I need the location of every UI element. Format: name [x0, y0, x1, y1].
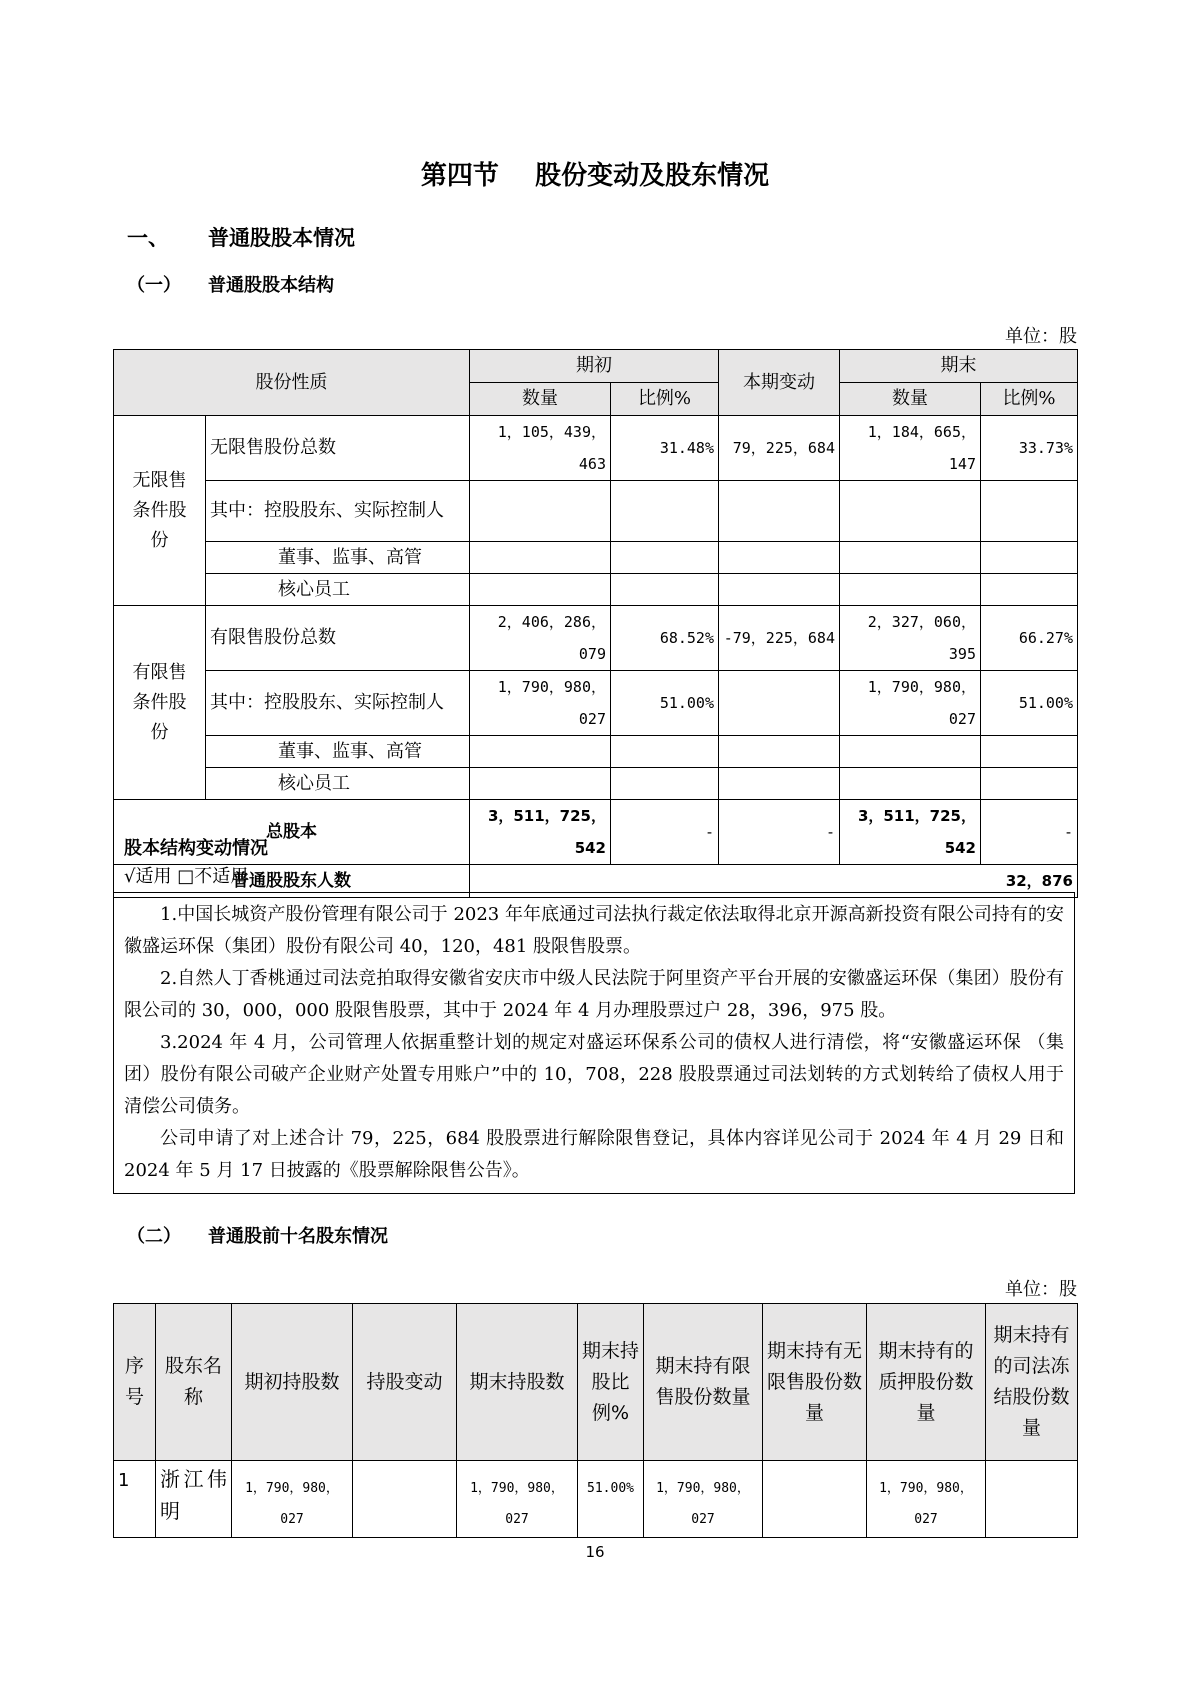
row-begin: 1，790，980，027 — [232, 1461, 353, 1538]
holders-value: 32，876 — [470, 865, 1078, 898]
heading-2 — [127, 271, 334, 297]
end-ratio — [981, 768, 1078, 800]
row-label: 其中：控股股东、实际控制人 — [206, 671, 470, 736]
th-begin: 期初持股数 — [232, 1304, 353, 1461]
table-row — [114, 416, 1078, 481]
th-pledged: 期末持有的质押股份数量 — [867, 1304, 986, 1461]
th-index: 序号 — [114, 1304, 156, 1461]
heading-3-text: 普通股前十名股东情况 — [208, 1226, 388, 1247]
end-qty: 1，790，980，027 — [840, 671, 981, 736]
share-structure-table — [113, 349, 1078, 898]
end-ratio — [981, 736, 1078, 768]
table-row — [114, 671, 1078, 736]
header-end-qty: 数量 — [840, 383, 981, 416]
row-frozen — [986, 1461, 1078, 1538]
end-qty: 1，184，665，147 — [840, 416, 981, 481]
row-label: 核心员工 — [206, 574, 470, 606]
end-ratio — [981, 574, 1078, 606]
change — [719, 481, 840, 542]
page-number: 16 — [585, 1543, 605, 1561]
row-change — [353, 1461, 457, 1538]
begin-qty — [470, 481, 611, 542]
change: -79，225，684 — [719, 606, 840, 671]
end-qty — [840, 574, 981, 606]
begin-qty: 1，105，439，463 — [470, 416, 611, 481]
holders-label: 普通股股东人数 — [114, 865, 470, 898]
total-end-ratio: - — [981, 800, 1078, 865]
end-qty — [840, 481, 981, 542]
end-qty — [840, 542, 981, 574]
end-ratio — [981, 481, 1078, 542]
total-change: - — [719, 800, 840, 865]
row-label: 董事、监事、高管 — [206, 542, 470, 574]
end-ratio: 51.00% — [981, 671, 1078, 736]
heading-1-text: 普通股股本情况 — [208, 226, 355, 250]
heading-2-text: 普通股股本结构 — [208, 275, 334, 296]
header-period-change: 本期变动 — [719, 350, 840, 416]
header-period-end: 期末 — [840, 350, 1078, 383]
begin-qty: 2，406，286，079 — [470, 606, 611, 671]
th-frozen: 期末持有的司法冻结股份数量 — [986, 1304, 1078, 1461]
th-ratio: 期末持股比例% — [578, 1304, 644, 1461]
row-label: 有限售股份总数 — [206, 606, 470, 671]
total-label: 总股本 — [114, 800, 470, 865]
begin-ratio — [611, 736, 719, 768]
table-row — [114, 768, 1078, 800]
heading-1 — [127, 222, 355, 252]
header-begin-ratio: 比例% — [611, 383, 719, 416]
th-end: 期末持股数 — [457, 1304, 578, 1461]
row-ratio: 51.00% — [578, 1461, 644, 1538]
change-notes — [113, 892, 1075, 1194]
th-name: 股东名称 — [156, 1304, 232, 1461]
begin-ratio — [611, 574, 719, 606]
heading-3 — [127, 1222, 388, 1248]
group-restricted: 有限售条件股份 — [114, 606, 206, 800]
th-restricted: 期末持有限售股份数量 — [644, 1304, 763, 1461]
row-unrestricted — [763, 1461, 867, 1538]
change — [719, 574, 840, 606]
note-paragraph: 1.中国长城资产股份管理有限公司于 2023 年年底通过司法执行裁定依法取得北京开源高新投资有限公司持有的安徽盛运环保（集团）股份有限公司 40，120，481 股限售股票。 — [124, 904, 1064, 957]
row-label: 无限售股份总数 — [206, 416, 470, 481]
table-row — [114, 574, 1078, 606]
heading-3-number: （二） — [127, 1226, 181, 1247]
note-paragraph: 公司申请了对上述合计 79，225，684 股股票进行解除限售登记，具体内容详见公司于 2024 年 4 月 29 日和 2024 年 5 月 17 日披露的《股票解除限售公告》。 — [124, 1128, 1064, 1181]
row-name: 浙江伟明 — [156, 1461, 232, 1538]
th-unrestricted: 期末持有无限售股份数量 — [763, 1304, 867, 1461]
table-row — [114, 1461, 1078, 1538]
row-label: 董事、监事、高管 — [206, 736, 470, 768]
begin-ratio — [611, 768, 719, 800]
begin-ratio: 68.52% — [611, 606, 719, 671]
heading-1-number: 一、 — [127, 226, 169, 250]
change — [719, 768, 840, 800]
row-label: 核心员工 — [206, 768, 470, 800]
note-paragraph: 2.自然人丁香桃通过司法竞拍取得安徽省安庆市中级人民法院于阿里资产平台开展的安徽盛运环保（集团）股份有限公司的 30，000，000 股限售股票，其中于 2024 年 4 月办理股票过户 28，396，975 股。 — [124, 968, 1064, 1021]
total-begin-qty: 3，511，725，542 — [470, 800, 611, 865]
end-ratio — [981, 542, 1078, 574]
change-section-label: 股本结构变动情况 — [124, 838, 268, 859]
change — [719, 671, 840, 736]
begin-ratio: 51.00% — [611, 671, 719, 736]
applicability: √适用 □不适用 — [124, 866, 249, 887]
row-label: 其中：控股股东、实际控制人 — [206, 481, 470, 542]
heading-2-number: （一） — [127, 275, 181, 296]
begin-qty — [470, 768, 611, 800]
change — [719, 542, 840, 574]
begin-qty — [470, 542, 611, 574]
header-begin-qty: 数量 — [470, 383, 611, 416]
row-restricted: 1，790，980，027 — [644, 1461, 763, 1538]
total-end-qty: 3，511，725，542 — [840, 800, 981, 865]
group-unrestricted: 无限售条件股份 — [114, 416, 206, 606]
begin-qty: 1，790，980，027 — [470, 671, 611, 736]
unit-label: 单位：股 — [1005, 326, 1077, 347]
row-index: 1 — [114, 1461, 156, 1538]
end-ratio: 33.73% — [981, 416, 1078, 481]
begin-qty — [470, 736, 611, 768]
table-row — [114, 606, 1078, 671]
header-period-begin: 期初 — [470, 350, 719, 383]
end-qty — [840, 736, 981, 768]
table-row — [114, 481, 1078, 542]
begin-ratio — [611, 542, 719, 574]
table-row — [114, 736, 1078, 768]
row-pledged: 1，790，980，027 — [867, 1461, 986, 1538]
header-end-ratio: 比例% — [981, 383, 1078, 416]
begin-ratio — [611, 481, 719, 542]
begin-ratio: 31.48% — [611, 416, 719, 481]
top-shareholders-table — [113, 1303, 1078, 1538]
end-qty: 2，327，060，395 — [840, 606, 981, 671]
end-qty — [840, 768, 981, 800]
unit-label-2: 单位：股 — [1005, 1279, 1077, 1300]
change: 79，225，684 — [719, 416, 840, 481]
total-begin-ratio: - — [611, 800, 719, 865]
end-ratio: 66.27% — [981, 606, 1078, 671]
begin-qty — [470, 574, 611, 606]
th-change: 持股变动 — [353, 1304, 457, 1461]
row-end: 1，790，980，027 — [457, 1461, 578, 1538]
note-paragraph: 3.2024 年 4 月，公司管理人依据重整计划的规定对盛运环保系公司的债权人进行清偿，将“安徽盛运环保 （集团）股份有限公司破产企业财产处置专用账户”中的 10，708，228 股股票通过司法划转的方式划转给了债权人用于清偿公司债务。 — [124, 1032, 1064, 1117]
header-share-nature: 股份性质 — [114, 350, 470, 416]
change — [719, 736, 840, 768]
table-row — [114, 542, 1078, 574]
section-title: 第四节 股份变动及股东情况 — [420, 161, 770, 191]
